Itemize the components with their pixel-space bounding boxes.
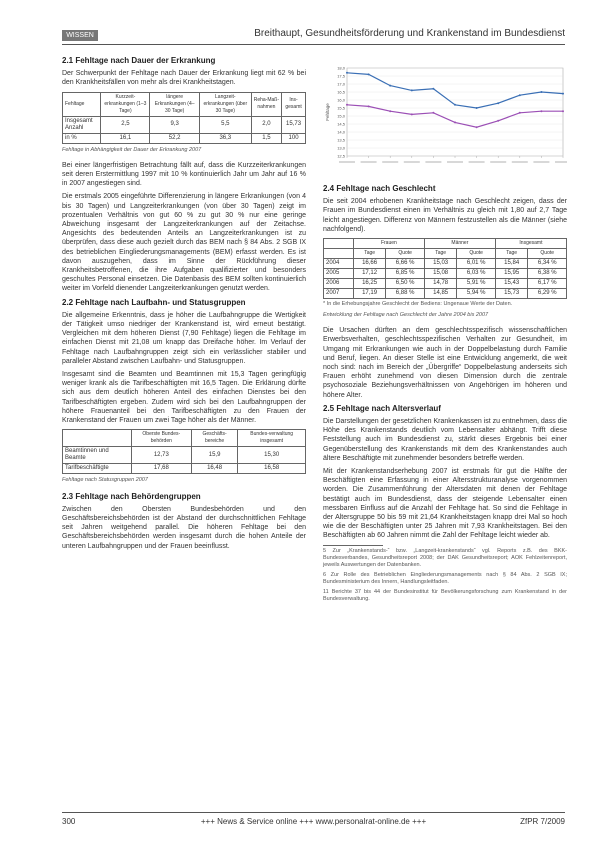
table-cell: 16,25: [353, 279, 386, 289]
table-row: [63, 464, 306, 474]
table-cell: 6,66 %: [386, 259, 425, 269]
table-row: [324, 279, 567, 289]
table-cell: 15,43: [495, 279, 528, 289]
data-point: [540, 91, 542, 93]
table-note: * In die Erhebungsjahre Geschlecht der Bediens: Ungenaue Werte der Daten.: [323, 301, 513, 308]
y-tick-label: 16,0: [337, 97, 345, 103]
table-cell: Beamtinnen und Beamte: [63, 447, 132, 464]
table-cell: 14,85: [424, 289, 457, 299]
paragraph: Mit der Krankenstandserhebung 2007 ist erstmals für gut die Hälfte der Beschäftigten eine Erfassung in einer Altersstrukturanalyse vorgenommen worden. Die Zusammenführung der Altersdaten mit denen der Fehltage bestätigt auch im Bundesdienst, dass der steigende Lebensalter einen messbaren Einfluss auf die Anzahl der Fehltage hat. So sind die Fehltage in der Altersgruppe 50 bis 59 mit 21,64 Krankheitstagen knapp drei Mal so hoch wie die der Beschäftigten unter 25 Jahren mit 7,93 Krankheitstagen. Bei den Beschäftigten ab 60 Jahren nimmt die Zahl der Fehltage leicht wieder ab.: [323, 468, 567, 540]
table-cell: 5,91 %: [457, 279, 496, 289]
data-point: [562, 110, 564, 112]
data-point: [497, 120, 499, 122]
x-tick-label: [404, 161, 420, 163]
table-subheader: Quote: [528, 249, 567, 259]
table-header: Oberste Bundes-behörden: [131, 430, 191, 447]
y-axis-label: Fehltage: [325, 103, 330, 121]
table-row: [324, 289, 567, 299]
table-cell: 15,9: [191, 447, 237, 464]
table-header: Reha-Maß-nahmen: [251, 92, 282, 116]
table-cell: 17,68: [131, 464, 191, 474]
x-tick-label: [339, 161, 355, 163]
table-cell: 6,01 %: [457, 259, 496, 269]
line-chart: [323, 64, 567, 174]
table-cell: 2004: [324, 259, 354, 269]
table-row: [63, 133, 306, 143]
y-tick-label: 15,0: [337, 113, 345, 119]
data-point: [346, 104, 348, 106]
table-subheader: Tage: [495, 249, 528, 259]
y-tick-label: 18,0: [337, 65, 345, 71]
table-subheader: Quote: [457, 249, 496, 259]
table-header: Geschäfts-bereiche: [191, 430, 237, 447]
table-header: Frauen: [353, 239, 424, 249]
left-column: [62, 52, 306, 555]
table-subheader: [324, 249, 354, 259]
y-tick-label: 17,0: [337, 81, 345, 87]
data-point: [346, 72, 348, 74]
data-point: [389, 85, 391, 87]
table-row: [324, 269, 567, 279]
data-point: [454, 104, 456, 106]
paragraph: Insgesamt sind die Beamten und Beamtinnen mit 15,3 Tagen geringfügig weniger krank als die Tarifbeschäftigten mit 16,5 Tagen. Die Erklärung dürfte sich aus dem deutlich höheren Anteil des einfachen Dienstes bei den Tarifbeschäftigten ergeben. Zudem wird sich bei den Laufbahngruppen der höhere Frauenanteil bei den Tarifbeschäftigten zu den Frauen der Krankenstand der Frauen um zwei Tage höher als der Männer.: [62, 371, 306, 425]
page-number: 300: [62, 817, 76, 826]
table-cell: 9,3: [150, 116, 200, 133]
paragraph: Die erstmals 2005 eingeführte Differenzierung in längere Erkrankungen (von 4 bis 30 Tagen) und Langzeiterkrankungen (von über 30 Tagen) zeigt im prozentualen Verhältnis von gut 60 % zu gut 30 % nur eine geringe Abweichung insgesamt der Langzeiterkrankungen auf der Zeitachse. Angesichts des bedeutenden Anteils an Langzeiterkrankungen ist zu überprüfen, dass diese auch gezielt durch das BEM nach § 84 Abs. 2 SGB IX des betrieblichen Eingliederungsmanagements (BEM) erfasst werden. Es ist davon auszugehen, dass im Sinne der Rückführung dieser Krankheitsbetroffenen, die ihre Aufgaben qualifizierter und besonders geschultes Personal einsetzen. Die Datenbasis des BEM sollten kontinuierlich weiter im Vorfeld dienender Langzeiterkrankungen genutzt werden.: [62, 193, 306, 293]
x-tick-label: [447, 161, 463, 163]
y-tick-label: 16,5: [337, 89, 345, 95]
x-tick-label: [533, 161, 549, 163]
table-caption: Fehltage in Abhängigkeit der Dauer der Erkrankung 2007: [62, 146, 202, 153]
table-header: Bundes-verwaltung insgesamt: [238, 430, 306, 447]
table-header: Langzeit-erkrankungen (über 30 Tage): [200, 92, 252, 116]
data-point: [476, 126, 478, 128]
y-tick-label: 13,5: [337, 137, 345, 143]
table-cell: 2007: [324, 289, 354, 299]
data-point: [432, 112, 434, 114]
y-tick-label: 15,5: [337, 105, 345, 111]
table-cell: 2,0: [251, 116, 282, 133]
table-cell: 6,85 %: [386, 269, 425, 279]
table-header: längere Erkrankungen (4–30 Tage): [150, 92, 200, 116]
section-heading-2-4: 2.4 Fehltage nach Geschlecht: [323, 184, 436, 193]
x-tick-label: [512, 161, 528, 163]
y-tick-label: 14,5: [337, 121, 345, 127]
data-point: [562, 93, 564, 95]
data-point: [497, 102, 499, 104]
series-line: [347, 73, 563, 108]
table-cell: Insgesamt Anzahl: [63, 116, 101, 133]
table-cell: 6,88 %: [386, 289, 425, 299]
table-header: Kurzzeit-erkrankungen (1–3 Tage): [101, 92, 150, 116]
data-point: [519, 94, 521, 96]
table-cell: 15,84: [495, 259, 528, 269]
table-cell: 36,3: [200, 133, 252, 143]
x-tick-label: [555, 161, 567, 163]
table-row: [63, 116, 306, 133]
data-point: [411, 89, 413, 91]
footer-url: +++ News & Service online +++ www.personalrat-online.de +++: [200, 817, 427, 826]
section-heading-2-1: 2.1 Fehltage nach Dauer der Erkrankung: [62, 56, 216, 65]
section-heading-2-5: 2.5 Fehltage nach Altersverlauf: [323, 403, 441, 413]
table-cell: 5,5: [200, 116, 252, 133]
footer-rule: [62, 812, 565, 813]
table-status-groups: [62, 429, 306, 474]
table-cell: 17,12: [353, 269, 386, 279]
section-heading-2-3: 2.3 Fehltage nach Behördengruppen: [62, 491, 201, 501]
table-cell: 52,2: [150, 133, 200, 143]
paragraph: Die Darstellungen der gesetzlichen Krankenkassen ist zu entnehmen, dass die Höhe des Krankenstands deutlich vom Lebensalter abhängt. Trifft diese Feststellung auch im Bundesdienst zu, stärkt dieses Ergebnis bei einer Gegenüberstellung des Krankenstands mit dem des Krankenstandes auch ältere Beschäftigte mit zunehmender besonders betreffe werden.: [323, 418, 567, 462]
y-tick-label: 17,5: [337, 73, 345, 79]
table-caption: Fehltage nach Statusgruppen 2007: [62, 477, 148, 484]
footnote-rule: [323, 545, 383, 546]
table-header: Ins-gesamt: [282, 92, 306, 116]
table-cell: 15,30: [238, 447, 306, 464]
table-header: Insgesamt: [495, 239, 566, 249]
table-subheader: Tage: [353, 249, 386, 259]
table-cell: 17,19: [353, 289, 386, 299]
table-cell: 2006: [324, 279, 354, 289]
table-cell: 16,66: [353, 259, 386, 269]
right-column: [323, 180, 567, 606]
y-tick-label: 13,0: [337, 145, 345, 151]
data-point: [368, 105, 370, 107]
table-cell: 5,94 %: [457, 289, 496, 299]
x-tick-label: [425, 161, 441, 163]
footnote: 6 Zur Rolle des Betrieblichen Eingliederungsmanagements nach § 84 Abs. 2 SGB IX; Bundesministerium des Innern, Handlungsleitfaden.: [323, 572, 567, 586]
table-cell: 1,5: [251, 133, 282, 143]
data-point: [411, 113, 413, 115]
y-tick-label: 12,5: [337, 153, 345, 159]
table-cell: 100: [282, 133, 306, 143]
header-rule: [62, 44, 565, 45]
data-point: [368, 73, 370, 75]
table-cell: 16,1: [101, 133, 150, 143]
paragraph: Bei einer längerfristigen Betrachtung fällt auf, dass die Kurzzeiterkrankungen seit deren Erstermittlung 1997 mit 10 % kontinuierlich Jahr um Jahr auf 16 % in 2007 angestiegen sind.: [62, 161, 306, 188]
x-tick-label: [361, 161, 377, 163]
data-point: [454, 121, 456, 123]
table-cell: 16,48: [191, 464, 237, 474]
table-subheader: Quote: [386, 249, 425, 259]
data-point: [389, 110, 391, 112]
section-badge: WISSEN: [62, 30, 98, 41]
table-caption: Entwicklung der Fehltage nach Geschlecht der Jahre 2004 bis 2007: [323, 312, 489, 319]
data-point: [540, 110, 542, 112]
footnote: 5 Zur „Krankenstands-“ bzw. „Langzeit-krankenstands“ vgl. Reports z.B. des BKK-Bundesverbandes, Gesundheitsreport 2008; der DAK Gesundheitsreport; AOK Fehlzeitenreport, jeweils Auswertungen der Datenbanken.: [323, 548, 567, 569]
table-header: [63, 430, 132, 447]
table-cell: 2005: [324, 269, 354, 279]
running-head: Breithaupt, Gesundheitsförderung und Krankenstand im Bundesdienst: [254, 28, 565, 39]
table-cell: 6,29 %: [528, 289, 567, 299]
x-tick-label: [469, 161, 485, 163]
footnote: 11 Berichte 37 bis 44 der Bundesinstitut für Bevölkerungsforschung zum Krankenstand in der Bundesverwaltung.: [323, 589, 567, 603]
table-subheader: Tage: [424, 249, 457, 259]
table-row: [324, 259, 567, 269]
table-header: Fehltage: [63, 92, 101, 116]
table-cell: Tarifbeschäftigte: [63, 464, 132, 474]
table-cell: 12,73: [131, 447, 191, 464]
table-cell: 15,03: [424, 259, 457, 269]
table-cell: 6,03 %: [457, 269, 496, 279]
paragraph: Die seit 2004 erhobenen Krankheitstage nach Geschlecht zeigen, dass der Frauen im Bundesdienst einen im Verhältnis zu gleich mit 1,80 auf 2,7 Tage leicht angestiegen. Differenz von Männern festzustellen als die Männer (siehe nachfolgend).: [323, 198, 567, 233]
data-point: [519, 112, 521, 114]
table-cell: 6,17 %: [528, 279, 567, 289]
table-cell: 6,50 %: [386, 279, 425, 289]
table-header: Männer: [424, 239, 495, 249]
table-cell: 14,78: [424, 279, 457, 289]
table-cell: 15,95: [495, 269, 528, 279]
table-cell: in %: [63, 133, 101, 143]
data-point: [432, 88, 434, 90]
table-cell: 16,58: [238, 464, 306, 474]
table-cell: 15,73: [495, 289, 528, 299]
table-gender: [323, 238, 567, 299]
paragraph: Die Ursachen dürften an dem geschlechtsspezifisch wissenschaftlichen Erwerbsverhalten, geschlechtsspezifischen Verhalten zur Gesundheit, im Umgang mit Erkrankungen wie auch in der Doppelbelastung durch Familie und Beruf, liegen. An dieser Stelle ist eine Entwicklung angemerkt, die weit noch sind: nach im Bereich der „Übergriffe“ Doppelbelastung anderseits sich Frauen erhöht zunehmend von diesen Dimension durch die zentrale psychosoziale Beziehungsverhältnissen von Angehörigen im höheren und höhere Alter.: [323, 327, 567, 399]
paragraph: Zwischen den Obersten Bundesbehörden und den Geschäftsbereichsbehörden ist der Abstand der durchschnittlichen Fehltage seit Jahren weitgehend parallel. Die höheren Fehltage bei den Geschäftsbereichsbehörden werden insgesamt durch die hohen Anteile der unteren Laufbahngruppen und der Frauen beeinflusst.: [62, 505, 306, 550]
journal-issue: ZfPR 7/2009: [520, 817, 565, 826]
paragraph: Die allgemeine Erkenntnis, dass je höher die Laufbahngruppe die Wertigkeit der Tätigkeit umso niedriger der Krankenstand ist, wird erneut bestätigt. Vergleichen mit dem höheren Dienst (7,90 Fehltage) liegen die Fehltage im einfachen Dienst mit 21,08 um knapp das Dreifache höher. Im Verlauf der Fehltage nach Laufbahngruppen zeigt sich ein verlässlicher stabiler und paralleler Abstand zwischen Laufbahn- und Statusgruppen.: [62, 311, 306, 365]
y-tick-label: 14,0: [337, 129, 345, 135]
table-header: [324, 239, 354, 249]
table-row: [63, 447, 306, 464]
section-heading-2-2: 2.2 Fehltage nach Laufbahn- und Statusgruppen: [62, 297, 246, 307]
table-cell: 6,34 %: [528, 259, 567, 269]
table-cell: 2,5: [101, 116, 150, 133]
x-tick-label: [490, 161, 506, 163]
x-tick-label: [382, 161, 398, 163]
paragraph: Der Schwerpunkt der Fehltage nach Dauer der Erkrankung liegt mit 62 % bei den Krankheitsfällen von mehr als drei Krankheitstagen.: [62, 70, 306, 87]
table-cell: 6,38 %: [528, 269, 567, 279]
table-cell: 15,08: [424, 269, 457, 279]
data-point: [476, 107, 478, 109]
table-duration: [62, 92, 306, 144]
table-cell: 15,73: [282, 116, 306, 133]
